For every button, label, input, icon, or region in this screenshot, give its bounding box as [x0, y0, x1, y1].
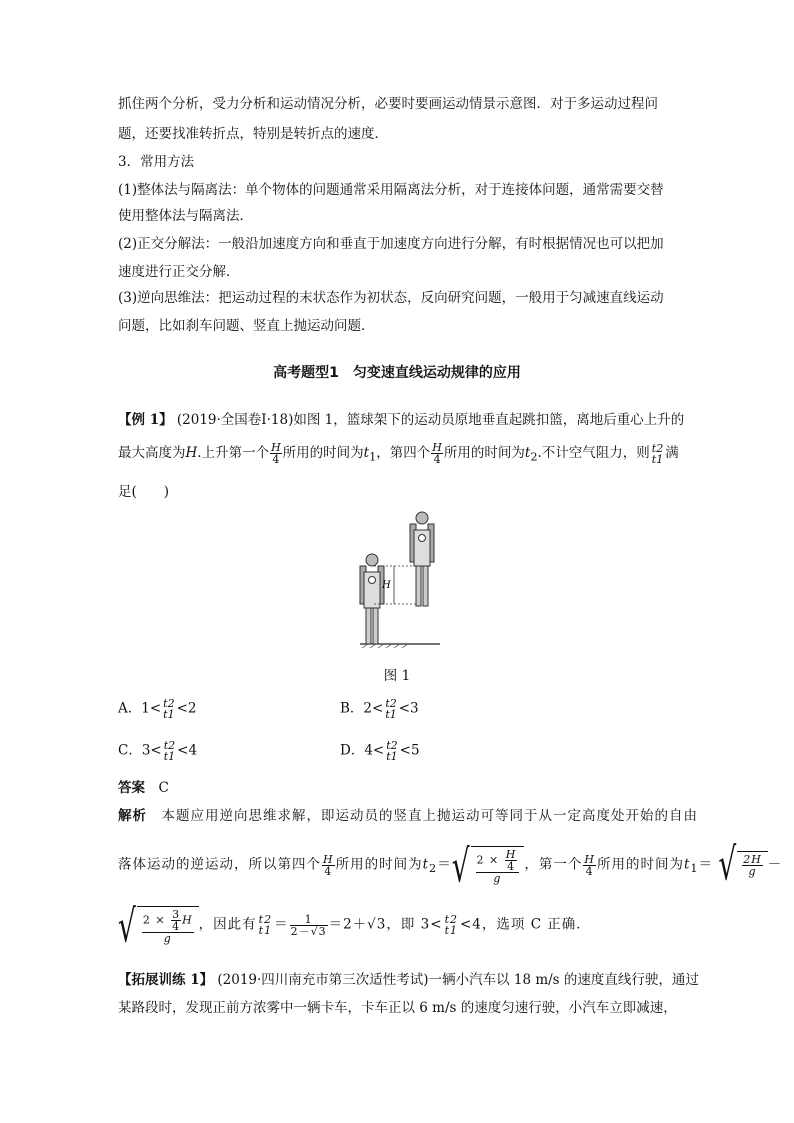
analysis-line-2: 落体运动的逆运动，所以第四个 $\frac{H}{4}$ 所用的时间为$t_2=√$ 2 × $\frac{H}{4}$ g ，第一个 $\frac{H}{4}$ 所用的时间为$t_1=$ √ $\frac{2H}{g}$ － — [118, 838, 783, 893]
option-a[interactable] — [118, 698, 196, 720]
fraction-h-over-4 — [583, 854, 596, 877]
frac-num: t2 — [163, 697, 175, 710]
var-h: H — [185, 445, 198, 461]
frac-den: 4 — [585, 864, 594, 878]
option-tail: <2 — [176, 700, 197, 717]
frac-num: H — [323, 852, 334, 866]
frac-num: 1 — [290, 914, 328, 926]
frac-den: t1 — [651, 452, 664, 466]
answer-label: 答案 — [118, 780, 145, 796]
subscript: 2 — [429, 862, 438, 876]
para-line: 题，还要找准转折点，特别是转折点的速度． — [118, 126, 388, 142]
option-tail: <4 — [177, 742, 198, 759]
option-b[interactable] — [340, 698, 419, 720]
option-c[interactable] — [118, 740, 197, 762]
analysis-text: ，因此有 — [198, 916, 257, 933]
ratio-t2-t1 — [162, 698, 175, 720]
answer-line — [118, 778, 169, 798]
frac-num: t2 — [385, 697, 397, 710]
option-tail: <3 — [398, 700, 419, 717]
subscript: 2 — [530, 450, 538, 464]
analysis-text: <4，选项 C 正确． — [460, 916, 591, 933]
var-t: t — [524, 445, 531, 461]
frac-num: t2 — [386, 739, 398, 752]
frac-num: H — [432, 441, 442, 454]
analysis-text: 落体运动的逆运动，所以第四个 — [118, 856, 321, 873]
extension-line-2: 某路段时，发现正前方浓雾中一辆卡车，卡车正以 6 m/s 的速度匀速行驶，小汽车立即减速， — [118, 1000, 677, 1016]
sqrt-expression: √ 2 × $\frac{H}{4}$ g — [452, 846, 525, 884]
frac — [505, 849, 518, 872]
figure-caption: 图 1 — [383, 668, 411, 684]
method-3-line: 问题，比如刹车问题、竖直上抛运动问题． — [118, 318, 375, 334]
method-1-line: (1)整体法与隔离法：单个物体的问题通常采用隔离法分析，对于连接体问题，通常需要交替 — [118, 182, 664, 198]
frac-num: H — [271, 441, 281, 454]
example-text: 满 — [665, 445, 679, 461]
para-line: 抓住两个分析，受力分析和运动情况分析，必要时要画运动情景示意图．对于多运动过程问 — [118, 96, 658, 112]
methods-title: 3．常用方法 — [118, 154, 195, 170]
example-text: .上升第一个 — [197, 445, 270, 461]
frac-den: 2－√3 — [290, 924, 327, 938]
fraction-h-over-4 — [431, 442, 443, 465]
analysis-line-3: √ 2 × $\frac{3}{4}$ H g ，因此有 t2 t1 ＝ $\frac{1}{2-√3}$ ＝2＋√3，即 3< t2 t1 <4，选项 C 正确． — [118, 899, 591, 953]
analysis-text: 所用的时间为 — [596, 856, 684, 873]
var-t: t — [683, 856, 691, 873]
frac-den: t1 — [386, 750, 398, 763]
fraction-h-over-4 — [270, 442, 282, 465]
var-t: t — [422, 856, 430, 873]
height-label: H — [382, 580, 391, 591]
extension-line-1 — [118, 970, 699, 990]
frac-den: t1 — [258, 924, 273, 937]
standing-player — [360, 554, 384, 644]
example-line-1 — [118, 410, 684, 430]
analysis-text: 所用的时间为 — [335, 856, 423, 873]
method-2-line: 速度进行正交分解． — [118, 264, 240, 280]
frac-num: t2 — [163, 739, 176, 752]
extension-text: (2019·四川南充市第三次适性考试)一辆小汽车以 18 m/s 的速度直线行驶，通过 — [217, 972, 699, 988]
frac-num: t2 — [444, 913, 458, 926]
analysis-text: ＝2＋√3，即 3< — [328, 916, 443, 933]
analysis-label: 解析 — [118, 808, 147, 824]
example-text: (2019·全国卷Ⅰ·18)如图 1，篮球架下的运动员原地垂直起跳扣篮，离地后重心上升的 — [176, 412, 685, 428]
var-t: t — [363, 445, 370, 461]
ratio-t2-t1 — [163, 740, 176, 762]
example-text: 最大高度为 — [118, 445, 186, 461]
frac-num: t2 — [258, 913, 273, 926]
example-label: 【例 1】 — [118, 412, 173, 428]
basketball-figure — [340, 508, 460, 648]
example-line-2 — [118, 442, 679, 468]
example-text: ，第四个 — [376, 445, 431, 461]
frac: $\frac{3}{4}$ — [172, 908, 181, 933]
sqrt-2h-over-g: √ $\frac{2H}{g}$ — [718, 851, 767, 880]
section-title: 高考题型1 匀变速直线运动规律的应用 — [273, 365, 521, 381]
option-label: B．2< — [340, 700, 384, 717]
example-line-3: 足( ) — [118, 484, 170, 500]
method-3-line: (3)逆向思维法：把运动过程的末状态作为初状态，反向研究问题，一般用于匀减速直线运动 — [118, 290, 664, 306]
frac-den: 4 — [324, 864, 333, 878]
frac: $\frac{2H}{g}$ — [743, 852, 762, 878]
fraction-h-over-4 — [322, 854, 335, 877]
frac-den: t1 — [163, 708, 175, 721]
extension-label: 【拓展训练 1】 — [118, 972, 214, 988]
sqrt-expression: √ 2 × $\frac{3}{4}$ H g — [118, 906, 199, 944]
fraction-eq — [290, 914, 328, 937]
example-text: 所用的时间为 — [443, 445, 525, 461]
frac-den: t1 — [444, 924, 458, 937]
analysis-text: 本题应用逆向思维求解，即运动员的竖直上抛运动可等同于从一定高度处开始的自由 — [161, 808, 698, 824]
ratio-t2-t1 — [384, 698, 397, 720]
analysis-text: ，第一个 — [524, 856, 583, 873]
frac: 2 × $\frac{3}{4}$ H g — [142, 908, 193, 945]
method-1-line: 使用整体法与隔离法． — [118, 208, 253, 224]
ratio-t2-t1 — [651, 443, 664, 465]
option-tail: <5 — [399, 742, 420, 759]
option-label: A．1< — [118, 700, 162, 717]
frac-den: 4 — [272, 453, 280, 466]
frac-num: H — [505, 848, 517, 861]
example-text: 所用的时间为 — [282, 445, 364, 461]
ratio-t2-t1 — [444, 914, 459, 936]
frac-num: t2 — [651, 441, 664, 455]
frac-den: t1 — [163, 750, 176, 763]
frac-den: 4 — [507, 860, 516, 873]
option-label: D．4< — [340, 742, 385, 759]
frac: 2 × $\frac{H}{4}$ g — [476, 849, 520, 884]
answer-value: C — [158, 780, 169, 796]
ratio-t2-t1 — [258, 914, 273, 936]
analysis-line-1 — [118, 806, 698, 826]
frac-num: H — [584, 852, 595, 866]
subscript: 1 — [690, 862, 699, 876]
frac-den: t1 — [385, 708, 397, 721]
jumping-player — [410, 512, 434, 606]
subscript: 1 — [369, 450, 377, 464]
option-d[interactable] — [340, 740, 420, 762]
ratio-t2-t1 — [385, 740, 398, 762]
option-label: C．3< — [118, 742, 162, 759]
example-text: .不计空气阻力，则 — [537, 445, 650, 461]
frac-den: 4 — [433, 453, 441, 466]
method-2-line: (2)正交分解法：一般沿加速度方向和垂直于加速度方向进行分解，有时根据情况也可以把加 — [118, 236, 664, 252]
